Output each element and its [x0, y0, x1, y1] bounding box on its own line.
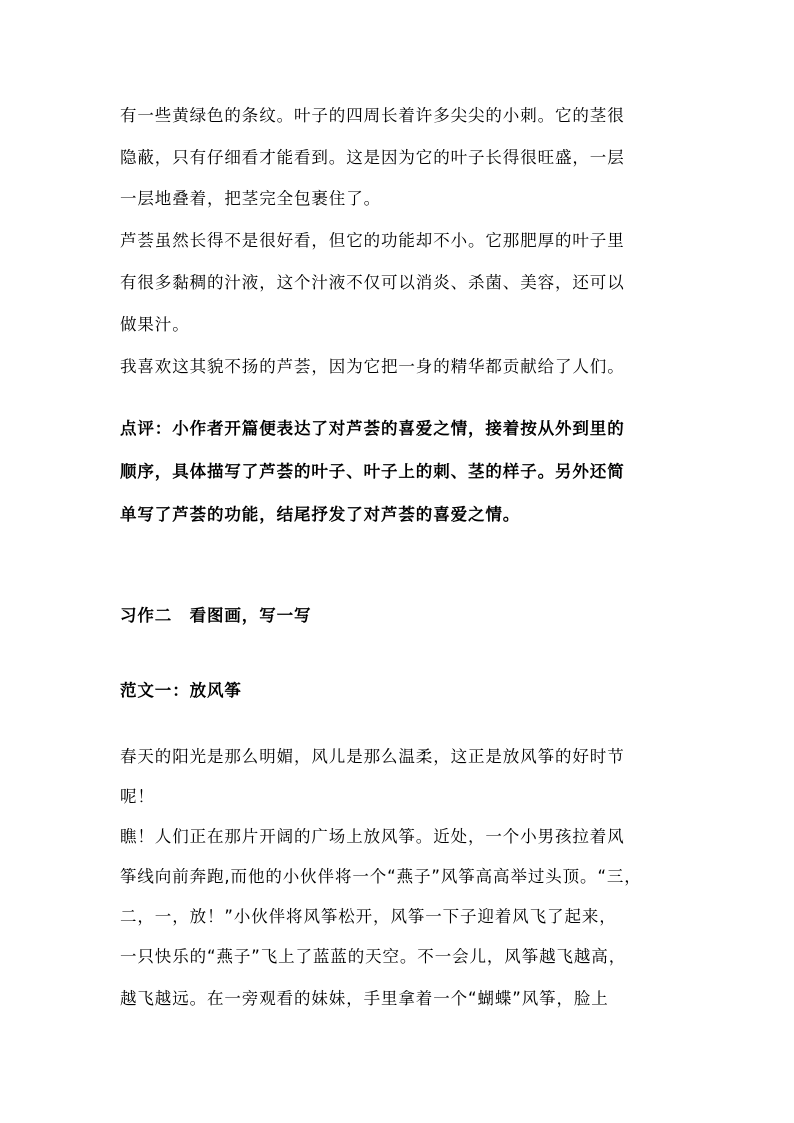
- essay-line: 我喜欢这其貌不扬的芦荟，因为它把一身的精华都贡献给了人们。: [120, 357, 625, 376]
- sample-line: 春天的阳光是那么明媚，风儿是那么温柔，这正是放风筝的好时节: [120, 747, 625, 766]
- comment-line: 顺序，具体描写了芦荟的叶子、叶子上的刺、茎的样子。另外还简: [120, 462, 625, 481]
- section-title: 习作二 看图画，写一写: [120, 606, 312, 625]
- sample-line: 二，一，放！”小伙伴将风筝松开，风筝一下子迎着风飞了起来，: [120, 907, 617, 926]
- sample-line: 一只快乐的“燕子”飞上了蓝蓝的天空。不一会儿，风筝越飞越高，: [120, 947, 627, 966]
- sample-line: 瞧！人们正在那片开阔的广场上放风筝。近处，一个小男孩拉着风: [120, 827, 625, 846]
- sample-title: 范文一：放风筝: [120, 681, 242, 700]
- essay-line: 隐蔽，只有仔细看才能看到。这是因为它的叶子长得很旺盛，一层: [120, 148, 625, 167]
- sample-line: 越飞越远。在一旁观看的妹妹，手里拿着一个“蝴蝶”风筝，脸上: [120, 989, 609, 1008]
- essay-line: 有一些黄绿色的条纹。叶子的四周长着许多尖尖的小刺。它的茎很: [120, 106, 625, 125]
- essay-line: 有很多黏稠的汁液，这个汁液不仅可以消炎、杀菌、美容，还可以: [120, 273, 625, 292]
- comment-line: 点评：小作者开篇便表达了对芦荟的喜爱之情，接着按从外到里的: [120, 419, 625, 438]
- essay-line: 一层地叠着，把茎完全包裹住了。: [120, 189, 381, 208]
- comment-line: 单写了芦荟的功能，结尾抒发了对芦荟的喜爱之情。: [120, 505, 521, 524]
- sample-line: 筝线向前奔跑,而他的小伙伴将一个“燕子”风筝高高举过头顶。“三，: [120, 867, 642, 886]
- essay-line: 做果汁。: [120, 315, 190, 334]
- essay-line: 芦荟虽然长得不是很好看，但它的功能却不小。它那肥厚的叶子里: [120, 231, 625, 250]
- sample-line: 呢！: [120, 787, 155, 806]
